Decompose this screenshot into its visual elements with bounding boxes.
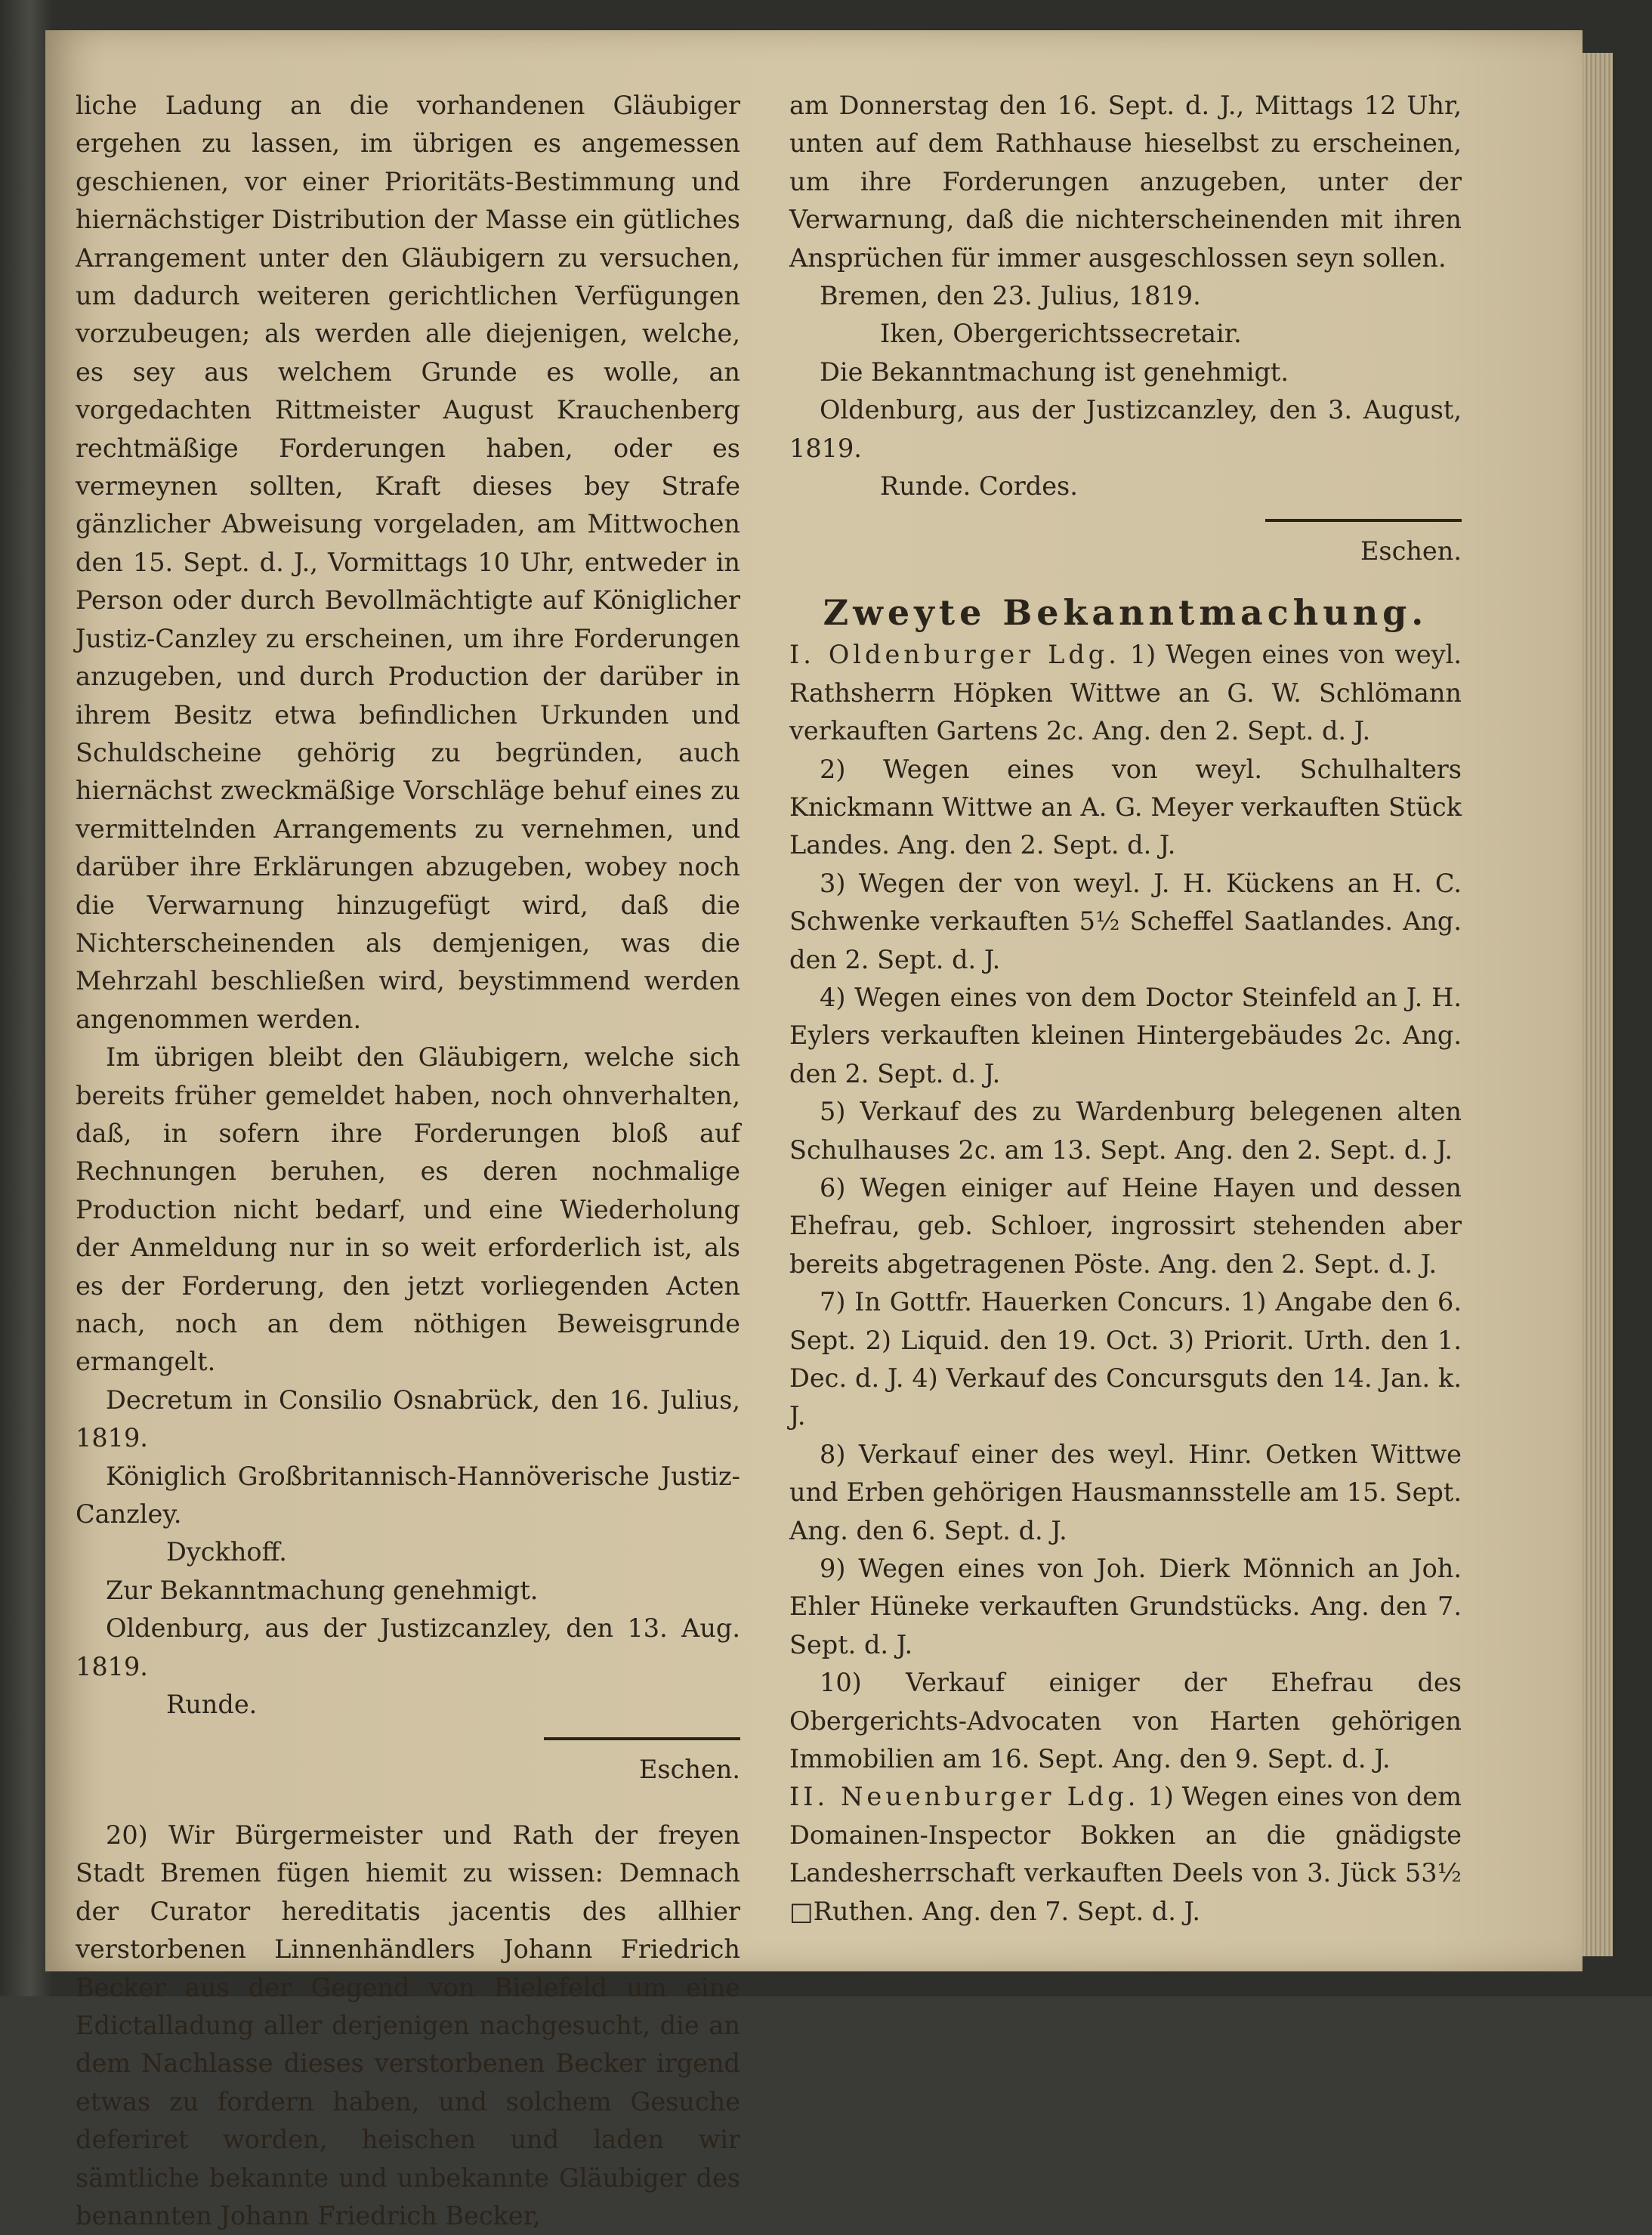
left-paragraph-2: Im übrigen bleibt den Gläubigern, welche sich bereits früher gemeldet haben, noch ohnverhalten, daß, in sofern ihre Forderungen bloß auf Rechnungen beruhen, es deren nochmalige Production nicht bedarf, und eine Wiederholung der Anmeldung nur in so weit erforderlich ist, als es der Forderung, den jetzt vorliegenden Acten nach, noch an dem nöthigen Beweisgrunde ermangelt.	[76, 1042, 740, 1377]
list-item: 9) Wegen eines von Joh. Dierk Mönnich an Joh. Ehler Hüneke verkauften Grundstücks. Ang. den 7. Sept. d. J.	[789, 1554, 1462, 1659]
list-item: 3) Wegen der von weyl. J. H. Kückens an H. C. Schwenke verkauften 5½ Scheffel Saatlandes. Ang. den 2. Sept. d. J.	[789, 868, 1462, 974]
divider-rule	[544, 1737, 740, 1740]
list-item: 7) In Gottfr. Hauerken Concurs. 1) Angabe den 6. Sept. 2) Liquid. den 19. Oct. 3) Priorit. Urth. den 1. Dec. d. J. 4) Verkauf des Concursguts den 14. Jan. k. J.	[789, 1287, 1462, 1431]
chancellery-line: Königlich Großbritannisch-Hannöverische Justiz-Canzley.	[76, 1461, 740, 1530]
page-edge	[1583, 53, 1613, 1956]
divider-rule-right	[1265, 519, 1462, 522]
oldenburg-date-line: Oldenburg, aus der Justizcanzley, den 13. Aug. 1819.	[76, 1613, 740, 1681]
bremen-date-line: Bremen, den 23. Julius, 1819.	[820, 281, 1201, 311]
district-label-neuenburg: II. Neuenburger Ldg.	[789, 1782, 1140, 1812]
item-ii-1-text: 1) Wegen eines von dem Domainen-Inspector Bokken an die gnädigste Landesherrschaft verkauften Deels von 3. Jück 53½ □Ruthen. Ang. den 7. Sept. d. J.	[789, 1782, 1462, 1926]
notice-20-paragraph: 20) Wir Bürgermeister und Rath der freyen Stadt Bremen fügen hiemit zu wissen: Demnach der Curator hereditatis jacentis des allhier verstorbenen Linnenhändlers Johann Friedrich Becker aus der Gegend von Bielefeld um eine Edictalladung aller derjenigen nachgesucht, die an dem Nachlasse dieses verstorbenen Becker irgend etwas zu fordern haben, und solchem Gesuche deferiret worden, heischen und laden wir sämtliche bekannte und unbekannte Gläubiger des benannten Johann Friedrich Becker,	[76, 1820, 740, 2230]
list-item	[789, 636, 1462, 750]
list-item: 10) Verkauf einiger der Ehefrau des Obergerichts-Advocaten von Harten gehörigen Immobilien am 16. Sept. Ang. den 9. Sept. d. J.	[789, 1668, 1462, 1774]
approval-line-right: Die Bekanntmachung ist genehmigt.	[820, 357, 1289, 387]
signature-iken: Iken, Obergerichtssecretair.	[880, 319, 1242, 349]
signatures-runde-cordes: Runde. Cordes.	[880, 471, 1078, 502]
item-1-text: 1) Wegen eines von weyl. Rathsherrn Höpken Wittwe an G. W. Schlömann verkauften Gartens 2c. Ang. den 2. Sept. d. J.	[789, 640, 1462, 746]
district-label-oldenburg: I. Oldenburger Ldg.	[789, 640, 1120, 670]
list-item: 4) Wegen eines von dem Doctor Steinfeld an J. H. Eylers verkauften kleinen Hintergebäudes 2c. Ang. den 2. Sept. d. J.	[789, 982, 1462, 1088]
left-column	[76, 87, 740, 2235]
signature-runde: Runde.	[166, 1690, 258, 1720]
right-paragraph-1: am Donnerstag den 16. Sept. d. J., Mittags 12 Uhr, unten auf dem Rathhause hieselbst zu erscheinen, um ihre Forderungen anzugeben, unter der Verwarnung, daß die nichterscheinenden mit ihren Ansprüchen für immer ausgeschlossen seyn sollen.	[789, 91, 1462, 273]
signature-eschen-right: Eschen.	[1360, 536, 1462, 566]
list-item: 6) Wegen einiger auf Heine Hayen und dessen Ehefrau, geb. Schloer, ingrossirt stehenden aber bereits abgetragenen Pöste. Ang. den 2. Sept. d. J.	[789, 1172, 1462, 1279]
oldenburg-date-line-right: Oldenburg, aus der Justizcanzley, den 3. August, 1819.	[789, 395, 1462, 463]
right-column	[789, 87, 1462, 1931]
signature-dyckhoff: Dyckhoff.	[166, 1537, 287, 1567]
list-item: 8) Verkauf einer des weyl. Hinr. Oetken Wittwe und Erben gehörigen Hausmannsstelle am 15. Sept. Ang. den 6. Sept. d. J.	[789, 1439, 1462, 1545]
decretum-line: Decretum in Consilio Osnabrück, den 16. Julius, 1819.	[76, 1385, 740, 1453]
list-item	[789, 1778, 1462, 1931]
list-item: 5) Verkauf des zu Wardenburg belegenen alten Schulhauses 2c. am 13. Sept. Ang. den 2. Sept. d. J.	[789, 1097, 1462, 1165]
spacer	[76, 1789, 740, 1817]
approval-line: Zur Bekanntmachung genehmigt.	[106, 1575, 539, 1605]
signature-eschen: Eschen.	[638, 1755, 740, 1785]
left-paragraph-1: liche Ladung an die vorhandenen Gläubiger ergehen zu lassen, im übrigen es angemessen geschienen, vor einer Prioritäts-Bestimmung und hiernächstiger Distribution der Masse ein gütliches Arrangement unter den Gläubigern zu versuchen, um dadurch weiteren gerichtlichen Verfügungen vorzubeugen; als werden alle diejenigen, welche, es sey aus welchem Grunde es wolle, an vorgedachten Rittmeister August Krauchenberg rechtmäßige Forderungen haben, oder es vermeynen sollten, Kraft dieses bey Strafe gänzlicher Abweisung vorgeladen, am Mittwochen den 15. Sept. d. J., Vormittags 10 Uhr, entweder in Person oder durch Bevollmächtigte auf Königlicher Justiz-Canzley zu erscheinen, um ihre Forderungen anzugeben, und durch Production der darüber in ihrem Besitz etwa befindlichen Urkunden und Schuldscheine gehörig zu begründen, auch hiernächst zweckmäßige Vorschläge behuf eines zu vermittelnden Arrangements zu vernehmen, und darüber ihre Erklärungen abzugeben, wobey noch die Verwarnung hinzugefügt wird, daß die Nichterscheinenden als demjenigen, was die Mehrzahl beschließen wird, beystimmend werden angenommen werden.	[76, 91, 740, 1034]
list-item: 2) Wegen eines von weyl. Schulhalters Knickmann Wittwe an A. G. Meyer verkauften Stück Landes. Ang. den 2. Sept. d. J.	[789, 754, 1462, 860]
section-heading: Zweyte Bekanntmachung.	[823, 591, 1428, 633]
